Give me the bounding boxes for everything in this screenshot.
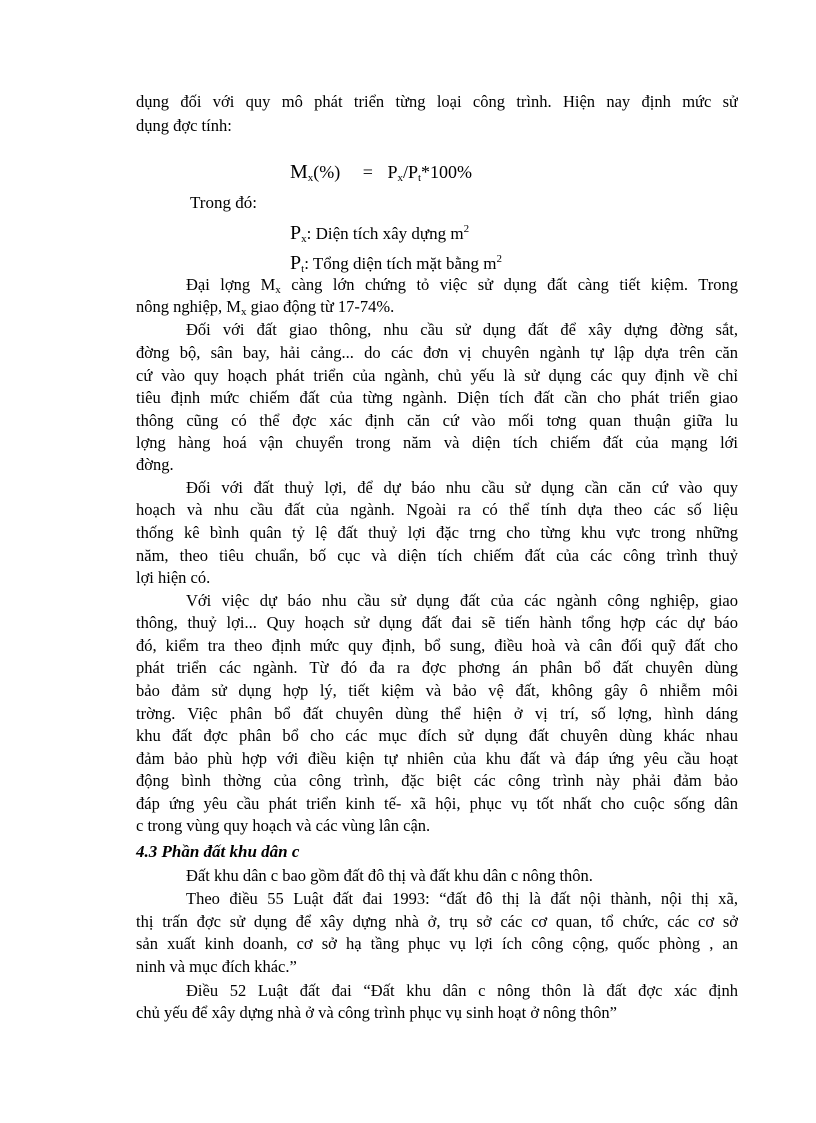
para7-line: Điều 52 Luật đất đai “Đất khu dân c nông thôn là đất đợc xác định xyxy=(186,981,738,1000)
para6-line: sản xuất kinh doanh, cơ sở hạ tầng phục vụ lợi ích công cộng, quốc phòng , an xyxy=(136,934,738,953)
para3-line: năm, theo tiêu chuẩn, bố cục và diện tích chiếm đất của các công trình thuỷ xyxy=(136,546,738,565)
section-heading: 4.3 Phần đất khu dân c xyxy=(136,842,300,861)
para3-line: Đối với đất thuỷ lợi, để dự báo nhu cầu sử dụng cần căn cứ vào quy xyxy=(186,478,738,497)
para4-line: c trong vùng quy hoạch và các vùng lân cận. xyxy=(136,816,431,835)
formula-pct: (%) xyxy=(313,162,341,182)
formula-slash: /P xyxy=(402,162,418,182)
para3-line: thống kê bình quân tỷ lệ đất thuỷ lợi đặc trng cho từng khu vực trong những xyxy=(136,523,738,542)
para2-line: lợng hàng hoá vận chuyển trong năm và diện tích chiếm đất của mạng lới xyxy=(136,433,738,452)
formula-m: M xyxy=(290,161,308,183)
where-label: Trong đó: xyxy=(190,193,257,212)
para2-line: cứ vào quy hoạch phát triển của ngành, chủ yếu là sử dụng các quy định về chỉ xyxy=(136,366,738,385)
para3-line: hoạch và nhu cầu đất của ngành. Ngoài ra có thể tính dựa theo các số liệu xyxy=(136,500,738,519)
formula-m-sub: x xyxy=(307,172,314,184)
para6-line: Theo điều 55 Luật đất đai 1993: “đất đô thị là đất nội thành, nội thị xã, xyxy=(186,889,738,908)
para2-line: tiêu định mức chiếm đất của từng ngành. Diện tích đất cần cho phát triển giao xyxy=(136,388,738,407)
pt-sup: 2 xyxy=(496,253,503,265)
formula-tail: *100% xyxy=(421,162,473,182)
formula-p1: P xyxy=(387,162,398,182)
para1-sub-2: x xyxy=(240,306,247,318)
formula xyxy=(290,161,472,189)
px-definition xyxy=(290,218,469,250)
para7-line: chủ yếu để xây dựng nhà ở và công trình phục vụ sinh hoạt ở nông thôn” xyxy=(136,1003,617,1022)
pt-symbol: P xyxy=(290,252,302,274)
para2-line: thông cũng có thể đợc xác định căn cứ vào mối tơng quan thuận giữa lu xyxy=(136,411,738,430)
formula-p2-sub: t xyxy=(417,172,422,184)
para4-line: bảo đảm sử dụng hợp lý, tiết kiệm và bảo vệ đất, không gây ô nhiễm môi xyxy=(136,681,738,700)
para1-line-2 xyxy=(136,297,738,319)
para4-line: đáp ứng yêu cầu phát triển kinh tế- xã hội, phục vụ tốt nhất cho cuộc sống dân xyxy=(136,794,738,813)
px-sup: 2 xyxy=(463,223,470,235)
para4-line: phát triển các ngành. Từ đó đa ra đợc phơng án phân bổ đất chuyên dùng xyxy=(136,658,738,677)
pt-sub: t xyxy=(301,263,305,275)
intro-line-1: dụng đối với quy mô phát triển từng loại công trình. Hiện nay định mức sử xyxy=(136,92,738,111)
px-symbol: P xyxy=(290,222,302,244)
para2-line: đờng bộ, sân bay, hải cảng... do các đơn vị chuyên ngành tự lập dựa trên căn xyxy=(136,343,738,362)
para1-text-d: giao động từ 17-74%. xyxy=(246,297,395,316)
para3-line: lợi hiện có. xyxy=(136,568,211,587)
formula-eq: = xyxy=(362,162,373,182)
para4-line: đó, kiểm tra theo định mức quy định, bổ sung, điều hoà và cân đối quỹ đất cho xyxy=(136,636,738,655)
para1-text-a: Đại lợng M xyxy=(186,275,276,294)
pt-text: : Tổng diện tích mặt bằng m xyxy=(304,254,497,273)
para6-line: thị trấn đợc sử dụng để xây dựng nhà ở, trụ sở các cơ quan, tổ chức, các cơ sở xyxy=(136,912,738,931)
para4-line: thông, thuỷ lợi... Quy hoạch sử dụng đất đai sẽ tiến hành tổng hợp các dự báo xyxy=(136,613,738,632)
para4-line: Với việc dự báo nhu cầu sử dụng đất của các ngành công nghiệp, giao xyxy=(186,591,738,610)
para1-line-1 xyxy=(186,275,738,297)
para2-line: Đối với đất giao thông, nhu cầu sử dụng đất để xây dựng đờng sắt, xyxy=(186,320,738,339)
px-text: : Diện tích xây dựng m xyxy=(306,224,464,243)
para4-line: trờng. Việc phân bổ đất chuyên dùng thể hiện ở vị trí, số lợng, hình dáng xyxy=(136,704,738,723)
intro-line-2: dụng đợc tính: xyxy=(136,116,232,135)
para4-line: khu đất đợc phân bổ cho các mục đích sử dụng đất chuyên dùng khác nhau xyxy=(136,726,738,745)
para1-sub-1: x xyxy=(275,284,281,296)
px-sub: x xyxy=(301,233,307,245)
para4-line: đảm bảo phù hợp với điều kiện tự nhiên của khu đất và đáp ứng yêu cầu hoạt xyxy=(136,749,738,768)
para1-text-c: nông nghiệp, M xyxy=(136,297,241,316)
formula-p1-sub: x xyxy=(397,172,403,184)
para5-line: Đất khu dân c bao gồm đất đô thị và đất khu dân c nông thôn. xyxy=(186,866,593,885)
para2-line: đờng. xyxy=(136,455,174,474)
para1-text-b: càng lớn chứng tỏ việc sử dụng đất càng tiết kiệm. Trong xyxy=(280,275,738,294)
para6-line: ninh và mục đích khác.” xyxy=(136,957,297,976)
para4-line: động bình thờng của công trình, đặc biệt các công trình này phải đảm bảo xyxy=(136,771,738,790)
